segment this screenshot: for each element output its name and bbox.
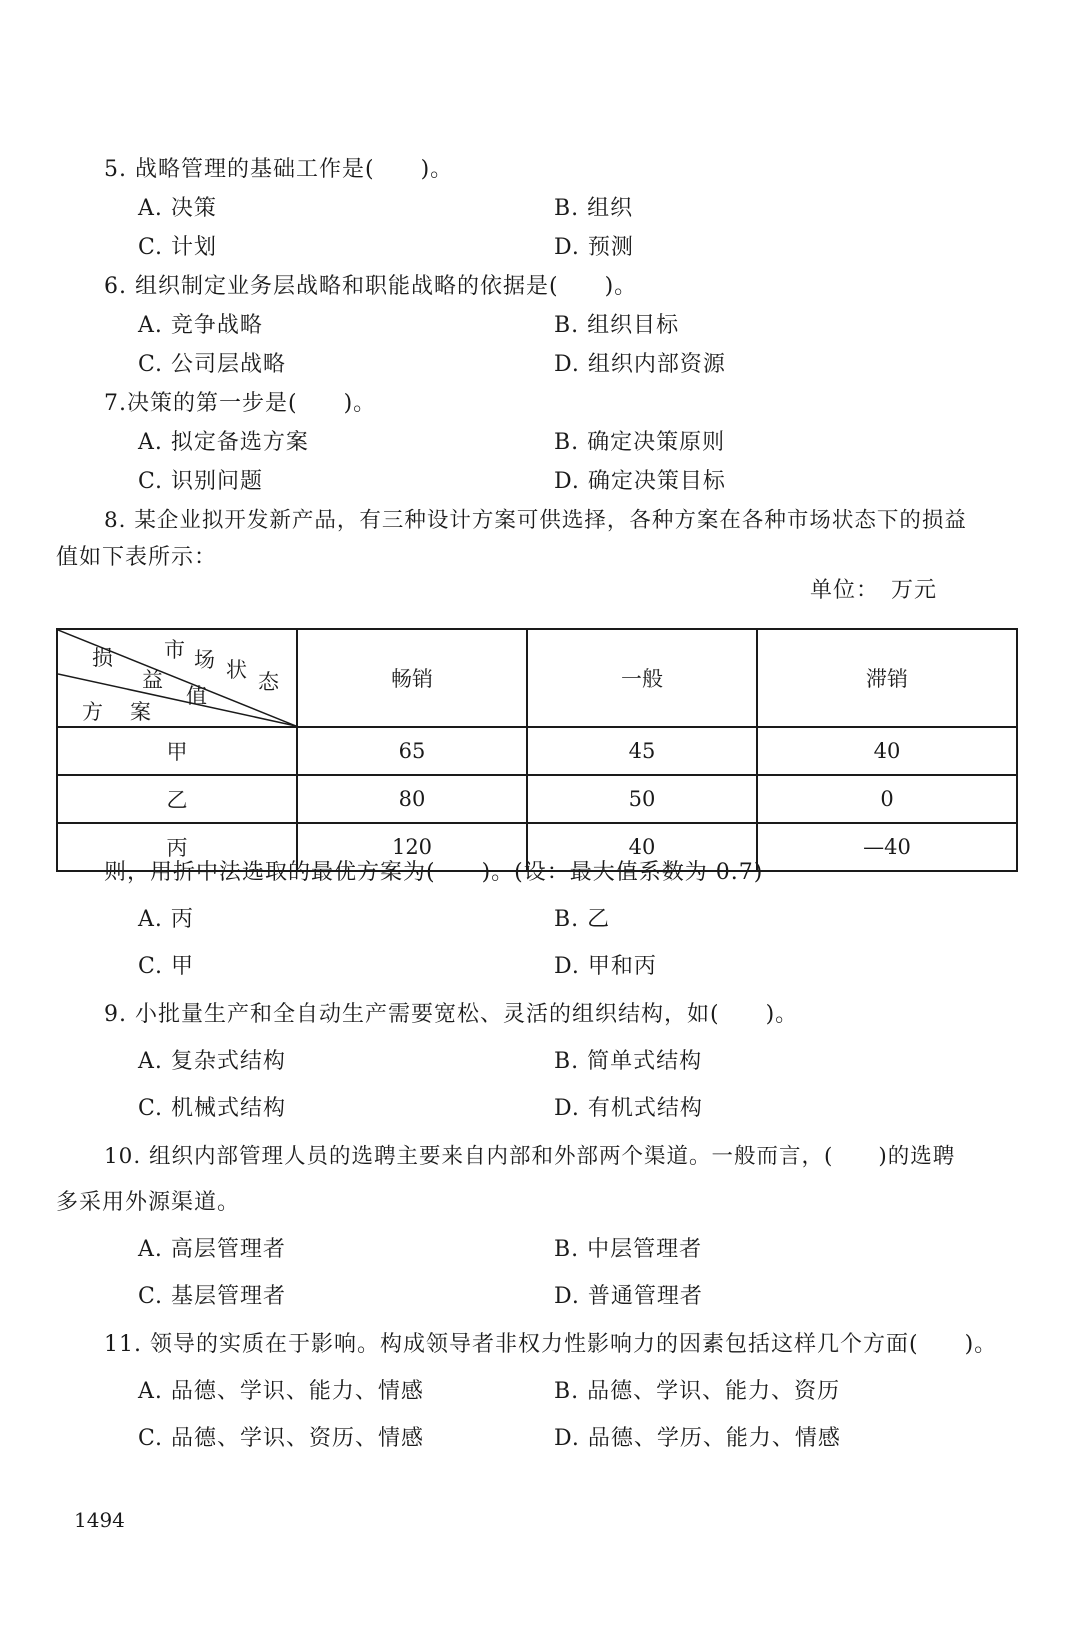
table-cell: 50 xyxy=(527,775,757,823)
header-boom: 畅销 xyxy=(297,629,527,727)
question-10-option-d: D. 普通管理者 xyxy=(554,1284,703,1309)
table-row xyxy=(57,727,1017,775)
question-8-stem-line-1: 8. 某企业拟开发新产品，有三种设计方案可供选择，各种方案在各种市场状态下的损益 xyxy=(104,508,967,533)
question-8-option-d: D. 甲和丙 xyxy=(554,954,657,979)
question-11-option-b: B. 品德、学识、能力、资历 xyxy=(554,1379,841,1404)
question-5-option-a: A. 决策 xyxy=(138,196,217,221)
table-cell: 45 xyxy=(527,727,757,775)
header-normal: 一般 xyxy=(527,629,757,727)
corner-market-3: 状 xyxy=(226,658,247,682)
question-8-stem-line-2: 值如下表所示： xyxy=(56,545,218,570)
question-7-option-a: A. 拟定备选方案 xyxy=(138,430,309,455)
question-5-option-b: B. 组织 xyxy=(554,196,634,221)
question-5-option-d: D. 预测 xyxy=(554,235,634,260)
table-unit-label: 单位： 万元 xyxy=(810,578,938,603)
corner-market-1: 市 xyxy=(164,638,185,662)
question-8-option-b: B. 乙 xyxy=(554,907,611,932)
question-8-option-c: C. 甲 xyxy=(138,954,195,979)
question-11-option-d: D. 品德、学历、能力、情感 xyxy=(554,1426,841,1451)
corner-plan-1: 方 xyxy=(82,700,103,724)
table-cell: —40 xyxy=(757,823,1017,871)
page-number: 1494 xyxy=(74,1508,125,1532)
question-10-stem-line-1: 10. 组织内部管理人员的选聘主要来自内部和外部两个渠道。一般而言，( )的选聘 xyxy=(104,1144,956,1169)
plan-name: 甲 xyxy=(57,727,297,775)
question-6-option-b: B. 组织目标 xyxy=(554,313,680,338)
question-9-option-a: A. 复杂式结构 xyxy=(138,1049,286,1074)
plan-name: 乙 xyxy=(57,775,297,823)
table-cell: 65 xyxy=(297,727,527,775)
question-7-option-c: C. 识别问题 xyxy=(138,469,264,494)
table-header-row xyxy=(57,629,1017,727)
corner-value-3: 值 xyxy=(186,684,207,708)
corner-market-2: 场 xyxy=(194,648,215,672)
table-cell: 120 xyxy=(297,823,527,871)
table-cell: 80 xyxy=(297,775,527,823)
question-5-stem: 5. 战略管理的基础工作是( )。 xyxy=(104,157,454,182)
table-cell: 40 xyxy=(527,823,757,871)
corner-market-4: 态 xyxy=(258,670,279,694)
question-8-followup: 则，用折中法选取的最优方案为( )。(设：最大值系数为 0.7) xyxy=(104,860,764,885)
corner-value-1: 损 xyxy=(92,646,113,670)
question-10-stem-line-2: 多采用外源渠道。 xyxy=(56,1190,241,1215)
table-cell: 0 xyxy=(757,775,1017,823)
question-11-stem: 11. 领导的实质在于影响。构成领导者非权力性影响力的因素包括这样几个方面( )。 xyxy=(104,1332,998,1357)
question-11-option-a: A. 品德、学识、能力、情感 xyxy=(138,1379,424,1404)
question-11-option-c: C. 品德、学识、资历、情感 xyxy=(138,1426,425,1451)
question-6-stem: 6. 组织制定业务层战略和职能战略的依据是( )。 xyxy=(104,274,638,299)
header-slump: 滞销 xyxy=(757,629,1017,727)
question-6-option-d: D. 组织内部资源 xyxy=(554,352,726,377)
question-10-option-c: C. 基层管理者 xyxy=(138,1284,287,1309)
question-9-option-b: B. 简单式结构 xyxy=(554,1049,703,1074)
corner-plan-2: 案 xyxy=(130,700,151,724)
question-7-stem: 7.决策的第一步是( )。 xyxy=(104,391,377,416)
plan-name: 丙 xyxy=(57,823,297,871)
question-6-option-a: A. 竞争战略 xyxy=(138,313,263,338)
question-8-option-a: A. 丙 xyxy=(138,907,194,932)
table-cell: 40 xyxy=(757,727,1017,775)
question-10-option-a: A. 高层管理者 xyxy=(138,1237,286,1262)
table-corner-cell xyxy=(57,629,297,727)
question-10-option-b: B. 中层管理者 xyxy=(554,1237,703,1262)
question-6-option-c: C. 公司层战略 xyxy=(138,352,287,377)
question-5-option-c: C. 计划 xyxy=(138,235,218,260)
question-7-option-b: B. 确定决策原则 xyxy=(554,430,726,455)
question-9-option-c: C. 机械式结构 xyxy=(138,1096,287,1121)
payoff-table xyxy=(56,628,1018,872)
corner-value-2: 益 xyxy=(142,668,163,692)
question-7-option-d: D. 确定决策目标 xyxy=(554,469,726,494)
question-9-stem: 9. 小批量生产和全自动生产需要宽松、灵活的组织结构，如( )。 xyxy=(104,1002,799,1027)
table-row xyxy=(57,775,1017,823)
question-9-option-d: D. 有机式结构 xyxy=(554,1096,703,1121)
